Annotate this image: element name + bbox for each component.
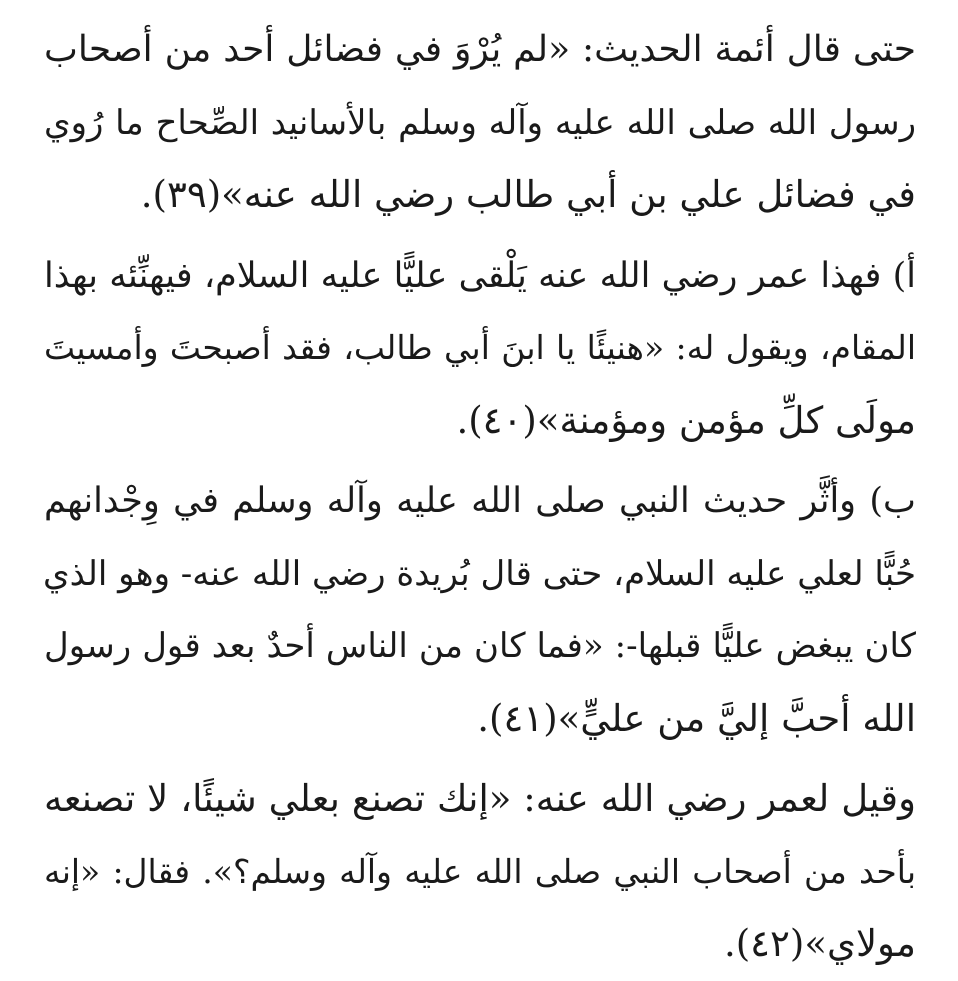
text-line: مولاي»(٤٢).: [723, 922, 916, 965]
text-line: مولَى كلِّ مؤمن ومؤمنة»(٤٠).: [456, 398, 916, 442]
paragraph-spacer: [44, 232, 916, 240]
text-line: كان يبغض عليًّا قبلها-: «فما كان من الناس أحدٌ بعد قول رسول: [44, 626, 916, 666]
text-line: الله أحبَّ إليَّ من عليٍّ»(٤١).: [477, 696, 916, 740]
text-line: حُبًّا لعلي عليه السلام، حتى قال بُريدة رضي الله عنه- وهو الذي: [43, 553, 916, 594]
paragraph-umar-question: [44, 763, 916, 981]
paragraph-spacer: [44, 755, 916, 763]
text-line: وقيل لعمر رضي الله عنه: «إنك تصنع بعلي شيئًا، لا تصنعه: [44, 777, 916, 820]
text-line: حتى قال أئمة الحديث: «لم يُرْوَ في فضائل أحد من أصحاب: [44, 29, 916, 70]
paragraph-spacer: [44, 457, 916, 465]
text-line: أ) فهذا عمر رضي الله عنه يَلْقى عليًّا عليه السلام، فيهنِّئه بهذا: [44, 255, 916, 296]
paragraph-item-b: [44, 465, 916, 755]
text-line: بأحد من أصحاب النبي صلى الله عليه وآله وسلم؟». فقال: «إنه: [44, 851, 916, 891]
paragraph-hadith-scholars: [44, 14, 916, 232]
document-page: [44, 14, 916, 981]
paragraph-item-a: [44, 240, 916, 458]
text-line: المقام، ويقول له: «هنيئًا يا ابنَ أبي طالب، فقد أصبحتَ وأمسيتَ: [44, 328, 916, 367]
text-line: في فضائل علي بن أبي طالب رضي الله عنه»(٣٩).: [140, 173, 916, 216]
text-line: ب) وأثَّر حديث النبي صلى الله عليه وآله وسلم في وِجْدانهم: [44, 481, 916, 521]
text-line: رسول الله صلى الله عليه وآله وسلم بالأسانيد الصِّحاح ما رُوي: [44, 102, 916, 143]
